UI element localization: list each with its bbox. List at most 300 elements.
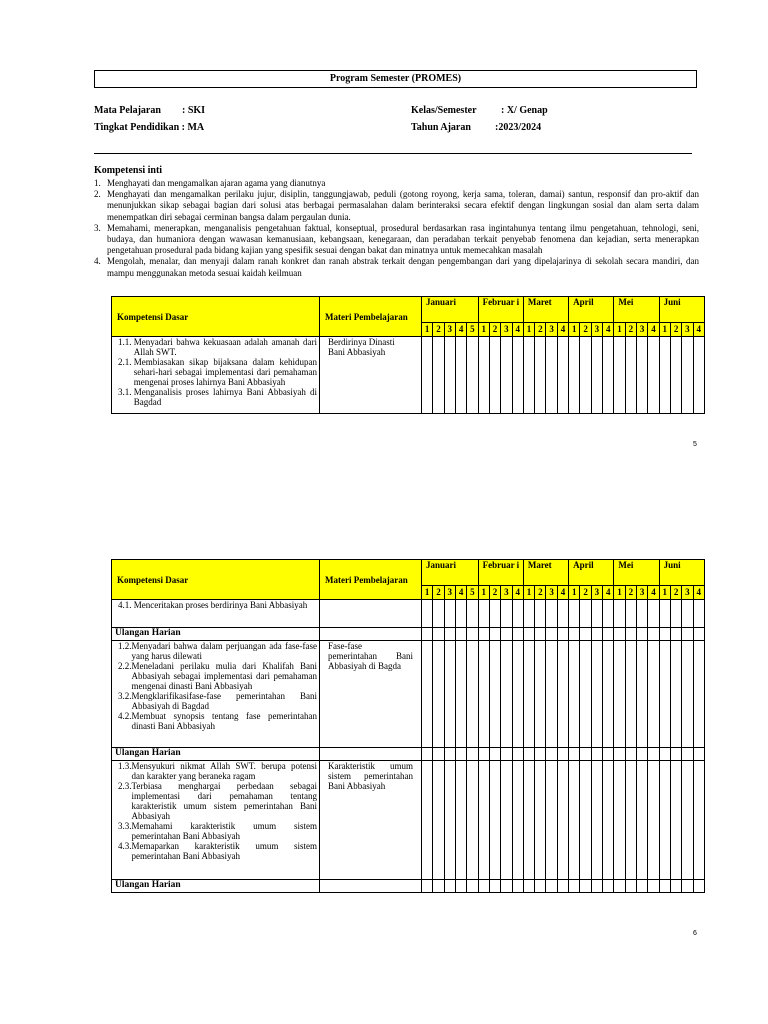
kd-number: 1.3.	[118, 761, 132, 771]
week-header: 3	[591, 323, 602, 337]
week-cell	[637, 748, 648, 761]
kompetensi-inti-item	[94, 223, 699, 257]
week-cell	[614, 628, 625, 641]
week-header: 3	[591, 586, 602, 600]
table-row	[112, 600, 705, 628]
column-header-materi-pembelajaran: Materi Pembelajaran	[320, 560, 422, 600]
kompetensi-dasar-item	[118, 761, 317, 781]
week-header: 1	[659, 586, 670, 600]
week-cell	[682, 600, 693, 628]
mapel-label: Mata Pelajaran	[94, 105, 161, 116]
materi-pembelajaran-cell	[320, 748, 422, 761]
week-cell	[569, 761, 580, 880]
week-header: 4	[512, 586, 523, 600]
week-cell	[637, 761, 648, 880]
week-header: 3	[546, 586, 557, 600]
week-cell	[614, 337, 625, 414]
week-header: 2	[489, 586, 500, 600]
week-header: 2	[625, 323, 636, 337]
tingkat-label: Tingkat Pendidikan : MA	[94, 122, 205, 133]
kelas-label: Kelas/Semester	[411, 105, 477, 116]
week-cell	[422, 880, 433, 893]
week-cell	[501, 600, 512, 628]
week-cell	[422, 337, 433, 414]
week-cell	[523, 761, 534, 880]
week-cell	[625, 337, 636, 414]
week-cell	[512, 641, 523, 748]
kd-number: 3.1.	[118, 387, 134, 397]
week-cell	[478, 337, 489, 414]
week-header: 5	[467, 586, 478, 600]
week-cell	[523, 628, 534, 641]
week-cell	[569, 600, 580, 628]
page-number: 6	[693, 930, 697, 937]
week-cell	[489, 880, 500, 893]
kd-text: Membiasakan sikap bijaksana dalam kehidupan sehari-hari sebagai implementasi dari pemahaman mengenai proses lahirnya Bani Abbasiyah	[133, 357, 317, 387]
week-cell	[569, 748, 580, 761]
kd-number: 3.3.	[118, 821, 132, 831]
week-cell	[455, 880, 466, 893]
week-cell	[467, 748, 478, 761]
week-cell	[433, 748, 444, 761]
column-header-materi-pembelajaran: Materi Pembelajaran	[320, 297, 422, 337]
week-header: 1	[422, 323, 433, 337]
materi-text: Fase-fase pemerintahan Bani Abbasiyah di Bagda	[328, 641, 413, 671]
week-cell	[670, 600, 681, 628]
week-cell	[501, 641, 512, 748]
week-cell	[433, 337, 444, 414]
week-header: 1	[614, 323, 625, 337]
week-cell	[603, 761, 614, 880]
week-cell	[444, 628, 455, 641]
kompetensi-inti-item	[94, 189, 699, 223]
week-cell	[569, 880, 580, 893]
week-cell	[523, 880, 534, 893]
kompetensi-inti-text: Menghayati dan mengamalkan perilaku jujur, disiplin, tanggungjawab, peduli (gotong royong, kerja sama, toleran, damai) santun, responsif dan pro-aktif dan menunjukkan sikap sebagai bagian dari solusi atas berbagai permasalahan dalam berinteraksi secara efektif dengan lingkungan sosial dan alam serta dalam menempatkan diri sebagai cerminan bangsa dalam pergaulan dunia.	[107, 189, 699, 222]
document-title: Program Semester (PROMES)	[94, 70, 697, 88]
week-cell	[535, 641, 546, 748]
week-cell	[501, 880, 512, 893]
week-cell	[433, 761, 444, 880]
week-cell	[625, 761, 636, 880]
week-cell	[422, 628, 433, 641]
week-cell	[422, 641, 433, 748]
kompetensi-inti-item	[94, 256, 699, 278]
week-cell	[569, 641, 580, 748]
week-cell	[693, 628, 704, 641]
materi-text: Karakteristik umum sistem pemerintahan Bani Abbasiyah	[328, 761, 413, 791]
week-cell	[603, 748, 614, 761]
week-cell	[557, 761, 568, 880]
week-cell	[512, 761, 523, 880]
week-cell	[512, 748, 523, 761]
page-number: 5	[693, 441, 697, 448]
week-cell	[455, 600, 466, 628]
week-cell	[523, 641, 534, 748]
week-cell	[546, 641, 557, 748]
week-cell	[489, 600, 500, 628]
week-cell	[523, 748, 534, 761]
promes-table-2	[111, 559, 705, 893]
kd-text: Memaparkan karakteristik umum sistem pemerintahan Bani Abbasiyah	[131, 841, 317, 861]
table-row	[112, 337, 705, 414]
month-header: April	[569, 560, 614, 586]
materi-pembelajaran-cell	[320, 337, 422, 414]
week-cell	[535, 628, 546, 641]
week-cell	[591, 761, 602, 880]
table-row	[112, 761, 705, 880]
week-cell	[467, 641, 478, 748]
kompetensi-dasar-cell	[112, 761, 320, 880]
ulangan-harian-row	[112, 628, 705, 641]
week-cell	[614, 748, 625, 761]
week-cell	[670, 761, 681, 880]
kompetensi-inti-text: Mengolah, menalar, dan menyaji dalam ranah konkret dan ranah abstrak terkait dengan pengembangan dari yang dipelajarinya di sekolah secara mandiri, dan mampu menggunakan metoda sesuai kaidah keilmuan	[107, 256, 699, 278]
week-cell	[659, 641, 670, 748]
week-cell	[569, 628, 580, 641]
week-cell	[478, 761, 489, 880]
kelas-value: : X/ Genap	[501, 105, 548, 116]
week-header: 3	[444, 323, 455, 337]
week-cell	[625, 880, 636, 893]
week-cell	[501, 761, 512, 880]
week-header: 3	[501, 586, 512, 600]
week-cell	[569, 337, 580, 414]
week-cell	[659, 337, 670, 414]
kompetensi-inti-title: Kompetensi inti	[94, 165, 163, 176]
week-cell	[659, 748, 670, 761]
week-cell	[467, 600, 478, 628]
week-cell	[659, 628, 670, 641]
week-cell	[580, 337, 591, 414]
week-cell	[682, 748, 693, 761]
ulangan-harian-label: Ulangan Harian	[112, 880, 320, 893]
week-header: 3	[637, 323, 648, 337]
month-header: Juni	[659, 560, 704, 586]
week-cell	[523, 337, 534, 414]
week-cell	[614, 761, 625, 880]
month-header: Maret	[523, 297, 568, 323]
week-cell	[557, 880, 568, 893]
kompetensi-inti-number: 3.	[94, 222, 101, 233]
week-cell	[478, 880, 489, 893]
week-cell	[670, 641, 681, 748]
month-header: Maret	[523, 560, 568, 586]
week-cell	[580, 641, 591, 748]
week-cell	[455, 641, 466, 748]
week-cell	[682, 641, 693, 748]
week-cell	[557, 748, 568, 761]
week-cell	[478, 641, 489, 748]
week-header: 3	[546, 323, 557, 337]
week-cell	[603, 880, 614, 893]
week-cell	[648, 748, 659, 761]
week-cell	[444, 748, 455, 761]
kd-text: Meneladani perilaku mulia dari Khalifah Bani Abbasiyah sebagai implementasi dari pemahaman mengenai dinasti Bani Abbasiyah	[131, 661, 317, 691]
month-header: Februar i	[478, 560, 523, 586]
week-cell	[648, 880, 659, 893]
week-cell	[557, 628, 568, 641]
week-header: 3	[682, 323, 693, 337]
kompetensi-dasar-item	[118, 641, 317, 661]
week-header: 1	[569, 323, 580, 337]
week-header: 4	[603, 586, 614, 600]
week-cell	[422, 748, 433, 761]
week-cell	[546, 600, 557, 628]
week-cell	[557, 600, 568, 628]
week-cell	[580, 748, 591, 761]
week-cell	[489, 337, 500, 414]
week-header: 4	[693, 323, 704, 337]
week-cell	[591, 600, 602, 628]
week-header: 4	[693, 586, 704, 600]
kompetensi-inti-text: Menghayati dan mengamalkan ajaran agama yang dianutnya	[107, 178, 326, 188]
kd-number: 1.2.	[118, 641, 132, 651]
week-cell	[682, 337, 693, 414]
week-header: 3	[637, 586, 648, 600]
week-cell	[444, 641, 455, 748]
week-header: 1	[478, 323, 489, 337]
week-header: 4	[512, 323, 523, 337]
week-cell	[467, 880, 478, 893]
mapel-value: : SKI	[182, 105, 206, 116]
week-cell	[637, 880, 648, 893]
week-header: 2	[670, 323, 681, 337]
week-cell	[591, 628, 602, 641]
week-header: 1	[478, 586, 489, 600]
kompetensi-dasar-item	[118, 387, 317, 407]
week-cell	[501, 748, 512, 761]
week-header: 1	[523, 586, 534, 600]
week-cell	[648, 600, 659, 628]
week-cell	[535, 748, 546, 761]
kompetensi-dasar-cell	[112, 337, 320, 414]
week-cell	[591, 748, 602, 761]
week-cell	[557, 641, 568, 748]
week-header: 5	[467, 323, 478, 337]
week-cell	[637, 628, 648, 641]
week-cell	[489, 628, 500, 641]
materi-text: Berdirinya Dinasti Bani Abbasiyah	[328, 337, 395, 357]
tahun-label: Tahun Ajaran	[411, 122, 471, 133]
kompetensi-dasar-item	[118, 691, 317, 711]
week-cell	[625, 748, 636, 761]
week-header: 2	[580, 586, 591, 600]
kd-number: 1.1.	[118, 337, 134, 347]
month-header: Mei	[614, 297, 659, 323]
week-cell	[591, 641, 602, 748]
week-cell	[455, 761, 466, 880]
week-header: 4	[557, 586, 568, 600]
kompetensi-inti-number: 2.	[94, 189, 101, 200]
week-cell	[682, 880, 693, 893]
week-cell	[670, 337, 681, 414]
week-header: 1	[614, 586, 625, 600]
kompetensi-inti-item	[94, 178, 699, 189]
week-cell	[557, 337, 568, 414]
kompetensi-inti-list	[94, 178, 699, 279]
kompetensi-inti-number: 4.	[94, 256, 101, 267]
materi-pembelajaran-cell	[320, 628, 422, 641]
kompetensi-dasar-cell	[112, 600, 320, 628]
week-cell	[648, 628, 659, 641]
materi-pembelajaran-cell	[320, 761, 422, 880]
kd-number: 4.1.	[118, 600, 134, 610]
kd-text: Menyadari bahwa kekuasaan adalah amanah dari Allah SWT.	[133, 337, 317, 357]
week-cell	[444, 880, 455, 893]
week-cell	[422, 600, 433, 628]
tahun-value: :2023/2024	[495, 122, 542, 133]
kompetensi-inti-text: Memahami, menerapkan, menganalisis pengetahuan faktual, konseptual, prosedural berdasarkan rasa ingintahunya tentang ilmu pengetahuan, tehnologi, seni, budaya, dan humaniora dengan wawasan kemanusiaan, kebangsaan, kenegaraan, dan peradaban terkait penyebab fenomena dan kejadian, serta menerapkan pengetahuan prosedural pada bidang kajian yang spesifik sesuai dengan bakat dan minatnya untuk memecahkan masalah	[107, 222, 699, 256]
week-cell	[546, 628, 557, 641]
kompetensi-dasar-item	[118, 337, 317, 357]
week-cell	[512, 337, 523, 414]
kd-text: Terbiasa menghargai perbedaan sebagai implementasi dari pemahaman tentang karakteristik umum sistem pemerintahan Bani Abbasiyah	[131, 781, 317, 821]
week-cell	[478, 600, 489, 628]
week-cell	[580, 628, 591, 641]
kd-text: Menyadari bahwa dalam perjuangan ada fase-fase yang harus dilewati	[131, 641, 317, 661]
week-header: 4	[648, 586, 659, 600]
week-header: 2	[535, 323, 546, 337]
kd-number: 2.1.	[118, 357, 134, 367]
week-cell	[455, 748, 466, 761]
week-cell	[614, 600, 625, 628]
kd-text: Memahami karakteristik umum sistem pemerintahan Bani Abbasiyah	[131, 821, 317, 841]
week-cell	[433, 641, 444, 748]
kd-number: 2.2.	[118, 661, 132, 671]
kompetensi-inti-number: 1.	[94, 178, 101, 188]
week-cell	[467, 761, 478, 880]
week-header: 1	[422, 586, 433, 600]
week-cell	[591, 880, 602, 893]
week-cell	[535, 761, 546, 880]
week-cell	[648, 641, 659, 748]
kd-text: Membuat synopsis tentang fase pemerintahan dinasti Bani Abbasiyah	[131, 711, 317, 731]
week-header: 2	[580, 323, 591, 337]
week-cell	[546, 880, 557, 893]
week-cell	[535, 880, 546, 893]
week-cell	[580, 880, 591, 893]
week-cell	[625, 600, 636, 628]
week-cell	[444, 600, 455, 628]
kompetensi-dasar-item	[118, 661, 317, 691]
week-cell	[648, 761, 659, 880]
promes-table-1	[111, 296, 705, 414]
week-header: 1	[523, 323, 534, 337]
kd-number: 4.3.	[118, 841, 132, 851]
week-header: 4	[455, 323, 466, 337]
week-cell	[489, 748, 500, 761]
month-header: Januari	[422, 297, 479, 323]
week-header: 3	[682, 586, 693, 600]
week-cell	[648, 337, 659, 414]
week-header: 2	[625, 586, 636, 600]
kompetensi-dasar-item	[118, 841, 317, 861]
ulangan-harian-row	[112, 880, 705, 893]
kompetensi-dasar-item	[118, 600, 317, 610]
week-header: 3	[444, 586, 455, 600]
week-cell	[603, 600, 614, 628]
week-header: 4	[557, 323, 568, 337]
week-header: 2	[535, 586, 546, 600]
week-cell	[591, 337, 602, 414]
week-cell	[625, 641, 636, 748]
kd-text: Menceritakan proses berdirinya Bani Abbasiyah	[133, 600, 308, 610]
week-cell	[580, 600, 591, 628]
kompetensi-dasar-item	[118, 357, 317, 387]
week-header: 1	[659, 323, 670, 337]
month-header: Februar i	[478, 297, 523, 323]
week-cell	[693, 337, 704, 414]
week-cell	[444, 761, 455, 880]
week-cell	[603, 641, 614, 748]
month-header: Mei	[614, 560, 659, 586]
month-header: Juni	[659, 297, 704, 323]
ulangan-harian-row	[112, 748, 705, 761]
month-header: Januari	[422, 560, 479, 586]
week-cell	[489, 761, 500, 880]
week-cell	[693, 880, 704, 893]
week-header: 2	[670, 586, 681, 600]
week-cell	[693, 748, 704, 761]
week-cell	[489, 641, 500, 748]
ulangan-harian-label: Ulangan Harian	[112, 748, 320, 761]
week-cell	[501, 337, 512, 414]
week-header: 2	[433, 323, 444, 337]
week-cell	[637, 600, 648, 628]
week-cell	[455, 337, 466, 414]
kd-number: 4.2.	[118, 711, 132, 721]
materi-pembelajaran-cell	[320, 641, 422, 748]
week-header: 2	[489, 323, 500, 337]
week-header: 4	[603, 323, 614, 337]
week-cell	[433, 880, 444, 893]
kd-number: 2.3.	[118, 781, 132, 791]
week-cell	[546, 748, 557, 761]
column-header-kompetensi-dasar: Kompetensi Dasar	[112, 560, 320, 600]
week-cell	[637, 641, 648, 748]
week-cell	[659, 600, 670, 628]
week-cell	[512, 628, 523, 641]
week-header: 4	[455, 586, 466, 600]
week-cell	[512, 600, 523, 628]
week-cell	[614, 641, 625, 748]
week-cell	[535, 600, 546, 628]
week-cell	[670, 748, 681, 761]
week-cell	[682, 628, 693, 641]
week-cell	[467, 337, 478, 414]
week-cell	[523, 600, 534, 628]
week-cell	[512, 880, 523, 893]
week-cell	[546, 337, 557, 414]
table-row	[112, 641, 705, 748]
column-header-kompetensi-dasar: Kompetensi Dasar	[112, 297, 320, 337]
week-header: 3	[501, 323, 512, 337]
week-cell	[637, 337, 648, 414]
kd-number: 3.2.	[118, 691, 132, 701]
week-cell	[625, 628, 636, 641]
week-cell	[614, 880, 625, 893]
week-header: 4	[648, 323, 659, 337]
week-header: 2	[433, 586, 444, 600]
kd-text: Mensyukuri nikmat Allah SWT. berupa potensi dan karakter yang beraneka ragam	[131, 761, 317, 781]
kd-text: Menganalisis proses lahirnya Bani Abbasiyah di Bagdad	[133, 387, 317, 407]
week-cell	[603, 628, 614, 641]
divider-line	[94, 153, 692, 154]
kompetensi-dasar-item	[118, 711, 317, 731]
week-cell	[467, 628, 478, 641]
week-cell	[535, 337, 546, 414]
